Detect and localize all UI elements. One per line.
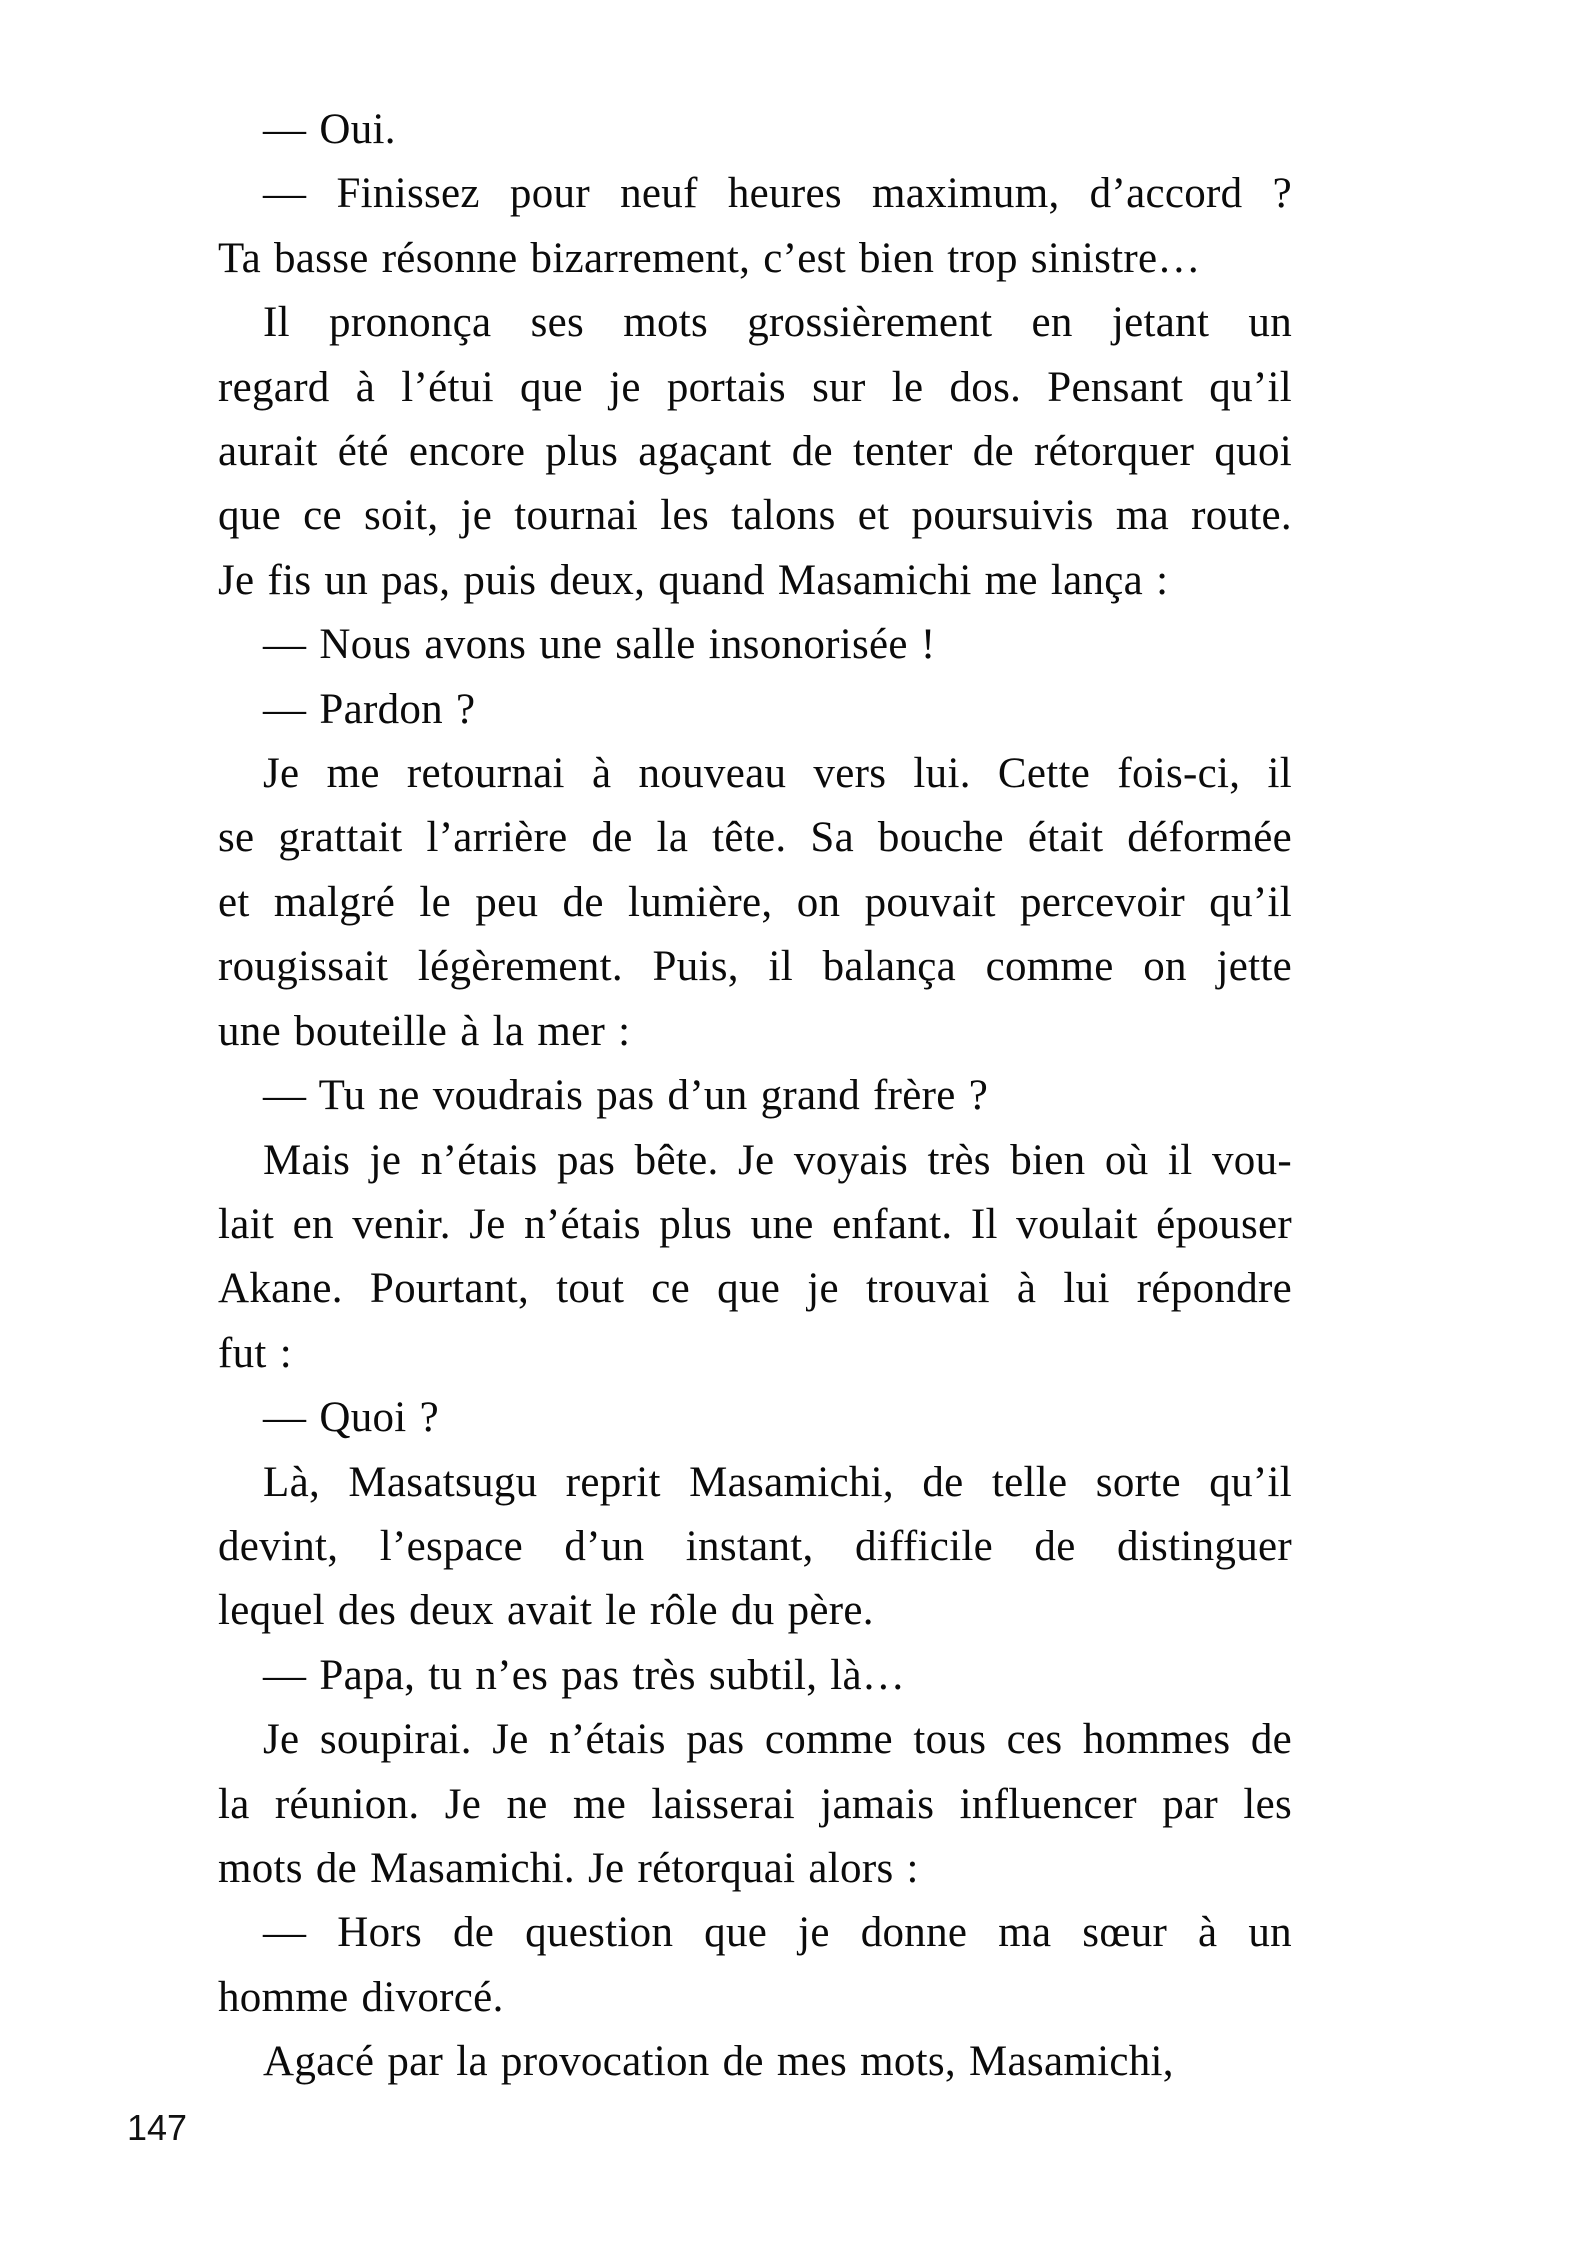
text-line: Il prononça ses mots grossièrement en jetant un [263,299,1292,347]
paragraph [218,1064,1292,1128]
text-line: rougissait légèrement. Puis, il balança comme on jette [218,943,1292,991]
text-line: une bouteille à la mer : [218,1007,631,1055]
paragraph [218,291,1292,613]
text-line: mots de Masamichi. Je rétorquai alors : [218,1844,919,1892]
text-line: — Papa, tu n’es pas très subtil, là… [263,1651,906,1699]
text-line: Akane. Pourtant, tout ce que je trouvai à lui répondre [218,1265,1292,1313]
paragraph [218,678,1292,742]
text-line: — Finissez pour neuf heures maximum, d’accord ? [263,170,1292,218]
text-line: Je soupirai. Je n’étais pas comme tous ces hommes de [263,1716,1292,1764]
text-line: lait en venir. Je n’étais plus une enfant. Il voulait épouser [218,1200,1292,1248]
paragraph [218,742,1292,1064]
text-line: devint, l’espace d’un instant, difficile de distinguer [218,1522,1292,1570]
paragraph [218,1901,1292,2030]
paragraph [218,1386,1292,1450]
text-line: Ta basse résonne bizarrement, c’est bien trop sinistre… [218,234,1201,282]
paragraph [218,2030,1292,2094]
text-line: — Tu ne voudrais pas d’un grand frère ? [263,1072,989,1120]
text-line: se grattait l’arrière de la tête. Sa bouche était déformée [218,814,1292,862]
paragraph [218,162,1292,291]
text-line: homme divorcé. [218,1973,504,2021]
text-line: Je fis un pas, puis deux, quand Masamichi me lança : [218,556,1169,604]
page-text [218,98,1292,2095]
text-line: aurait été encore plus agaçant de tenter de rétorquer quoi [218,428,1292,476]
text-line: — Hors de question que je donne ma sœur à un [263,1909,1292,1957]
text-line: que ce soit, je tournai les talons et poursuivis ma route. [218,492,1292,540]
text-line: et malgré le peu de lumière, on pouvait percevoir qu’il [218,878,1292,926]
paragraph [218,98,1292,162]
paragraph [218,1644,1292,1708]
text-line: Je me retournai à nouveau vers lui. Cette fois-ci, il [263,750,1292,798]
text-line: lequel des deux avait le rôle du père. [218,1587,874,1635]
paragraph [218,1451,1292,1644]
text-line: — Pardon ? [263,685,476,733]
text-line: la réunion. Je ne me laisserai jamais influencer par les [218,1780,1292,1828]
text-line: fut : [218,1329,292,1377]
text-line: regard à l’étui que je portais sur le dos. Pensant qu’il [218,363,1292,411]
paragraph [218,1708,1292,1901]
paragraph [218,613,1292,677]
text-line: — Quoi ? [263,1394,439,1442]
text-line: — Oui. [263,106,396,153]
page-number: 147 [127,2107,188,2148]
paragraph [218,1129,1292,1387]
text-line: Agacé par la provocation de mes mots, Masamichi, [263,2038,1174,2086]
text-line: Mais je n’étais pas bête. Je voyais très bien où il vou- [263,1136,1292,1184]
text-line: Là, Masatsugu reprit Masamichi, de telle sorte qu’il [263,1458,1292,1506]
text-line: — Nous avons une salle insonorisée ! [263,621,936,669]
